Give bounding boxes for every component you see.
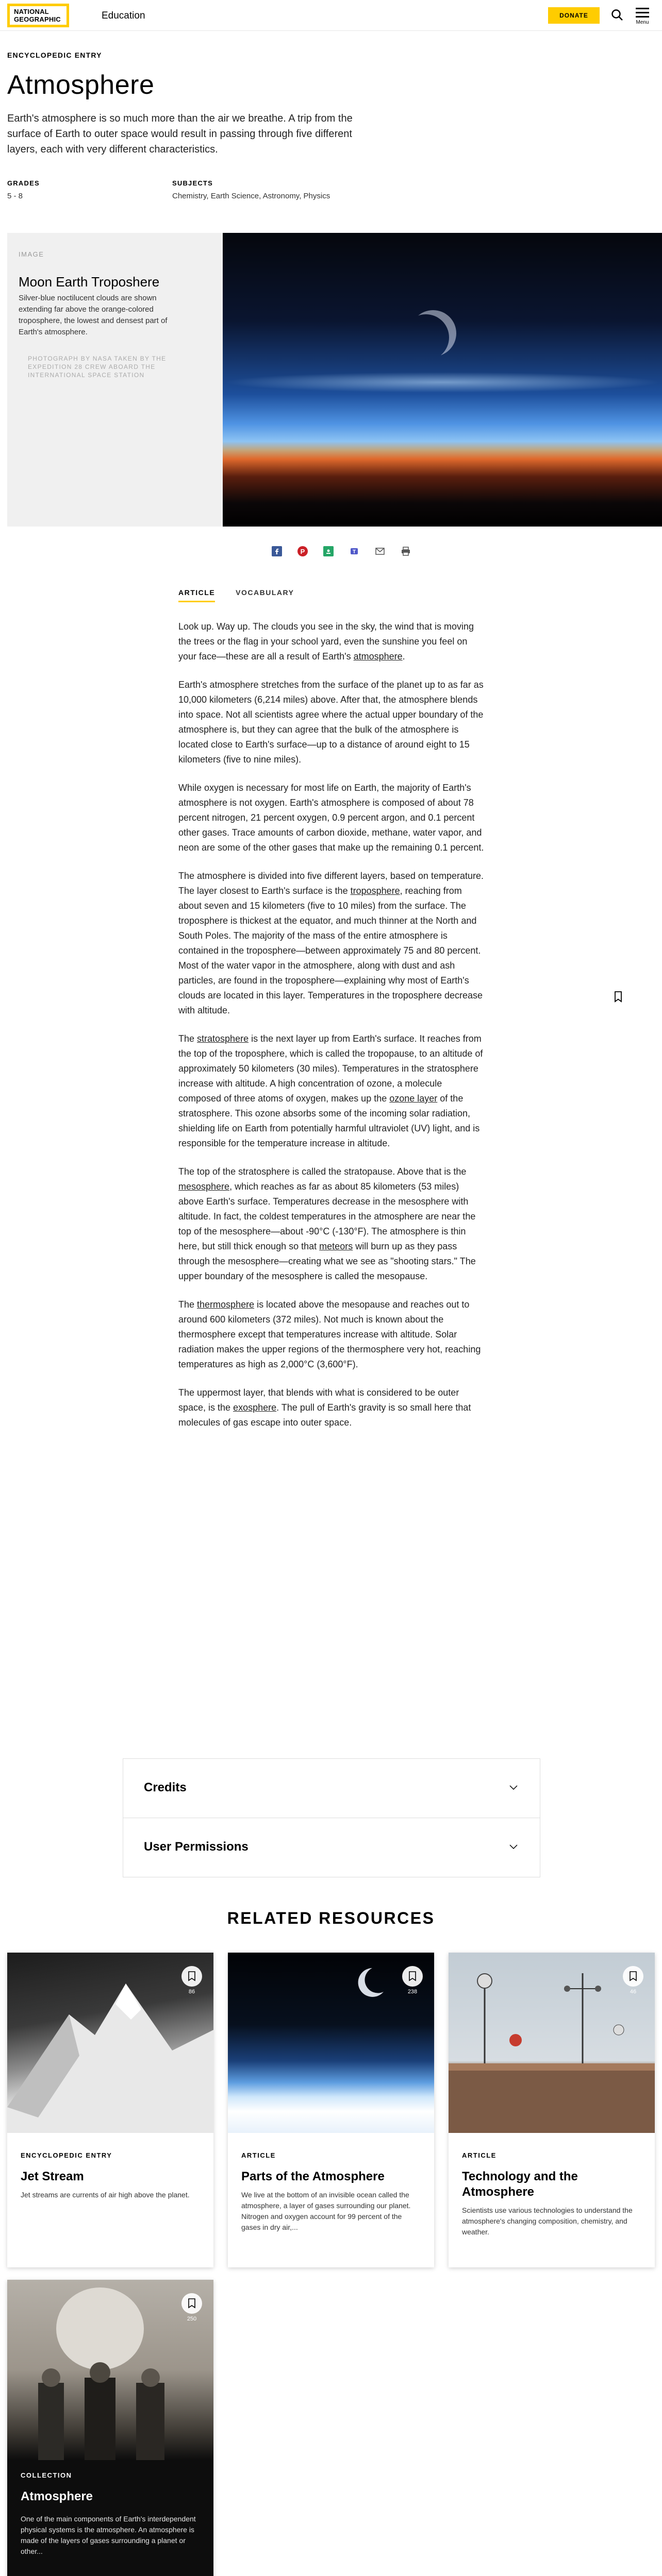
logo-line2: GEOGRAPHIC <box>14 15 61 23</box>
content-type-label: ENCYCLOPEDIC ENTRY <box>7 51 102 59</box>
atmosphere-glow <box>223 372 662 393</box>
teams-icon[interactable] <box>349 546 359 556</box>
menu-button[interactable] <box>632 5 653 27</box>
paragraph-text: . The pull of Earth's gravity is so small here that molecules of gas escape into outer space. <box>178 1402 471 1428</box>
save-count: 250 <box>187 2316 197 2322</box>
chevron-down-icon <box>508 1841 519 1852</box>
resource-card[interactable] <box>449 1953 655 2267</box>
subjects-label: SUBJECTS <box>172 179 213 187</box>
glossary-link-troposphere[interactable]: troposphere <box>350 886 400 896</box>
article-paragraph <box>178 1031 485 1151</box>
card-title: Parts of the Atmosphere <box>241 2170 385 2183</box>
article-paragraph: While oxygen is necessary for most life on Earth, the majority of Earth's atmosphere is not oxygen. Earth's atmosphere is composed of about 78 percent nitrogen, 21 percent oxygen, 0.9 percent argon, and 0.1 percent other gases. Trace amounts of carbon dioxide, methane, water vapor, and neon are some of the other gases that make up the remaining 0.1 percent. <box>178 783 484 853</box>
resource-card[interactable] <box>7 1953 213 2267</box>
article-paragraph <box>178 1297 485 1372</box>
subjects-value: Chemistry, Earth Science, Astronomy, Physics <box>172 192 330 200</box>
google-classroom-icon[interactable] <box>323 546 334 556</box>
menu-label: Menu <box>636 20 649 25</box>
bookmark-icon[interactable] <box>610 989 626 1004</box>
article-paragraph <box>178 1385 485 1430</box>
card-type: ARTICLE <box>462 2151 496 2159</box>
content-tabs <box>178 588 294 602</box>
card-save-badge[interactable] <box>623 1966 643 1995</box>
card-type: ARTICLE <box>241 2151 276 2159</box>
save-count: 238 <box>407 1989 418 1995</box>
article-paragraph <box>178 1164 485 1284</box>
bookmark-icon <box>181 2293 202 2314</box>
article-body <box>178 619 485 1444</box>
facebook-icon[interactable] <box>272 546 282 556</box>
donate-button[interactable]: DONATE <box>548 7 600 24</box>
card-description: One of the main components of Earth's interdependent physical systems is the atmosphere. An atmosphere is made of the layers of gases surrounding a planet or other... <box>21 2515 196 2555</box>
card-description: We live at the bottom of an invisible ocean called the atmosphere, a layer of gases surrounding our planet. Nitrogen and oxygen account for 99 percent of the gases in dry air,... <box>241 2191 411 2231</box>
tab-article[interactable]: ARTICLE <box>178 588 215 602</box>
paragraph-text: , which reaches as far as about 85 kilometers (53 miles) above Earth's surface. Temperatures decrease in the mesosphere with altitude. In fact, the coldest temperatures in the atmosphere are near the top of the mesosphere—about -90°C (-130°F). The atmosphere is thin here, but still thick enough so that <box>178 1181 476 1251</box>
glossary-link-ozone-layer[interactable]: ozone layer <box>389 1093 438 1104</box>
paragraph-text: , reaching from about seven and 15 kilometers (five to 10 miles) from the surface. The troposphere is thickest at the equator, and much thinner at the North and South Poles. The majority of the mass of the entire atmosphere is contained in the troposphere—between approximately 75 and 80 percent. Most of the water vapor in the atmosphere, along with dust and ash particles, are found in the troposphere—explaining why most of Earth's clouds are located in this layer. Temperatures in the troposphere decrease with altitude. <box>178 886 483 1015</box>
paragraph-text: The top of the stratosphere is called the stratopause. Above that is the <box>178 1166 467 1177</box>
glossary-link-atmosphere[interactable]: atmosphere <box>353 651 403 662</box>
pinterest-icon[interactable] <box>297 546 308 556</box>
chevron-down-icon <box>508 1782 519 1793</box>
share-bar <box>272 546 411 556</box>
paragraph-text: is located above the mesopause and reaches out to around 600 kilometers (372 miles). Not much is known about the thermosphere except that temperatures increase with altitude. Solar radiation makes the upper regions of the thermosphere very hot, reaching temperatures as high as 2,000°C (3,600°F). <box>178 1299 481 1369</box>
paragraph-text: The uppermost layer, that blends with what is considered to be outer space, is the <box>178 1387 459 1413</box>
print-icon[interactable] <box>401 546 411 556</box>
resource-card[interactable] <box>7 2280 213 2576</box>
logo-line1: NATIONAL <box>14 8 49 15</box>
card-type: COLLECTION <box>21 2471 72 2479</box>
paragraph-text: . <box>402 651 405 662</box>
related-resources-heading: RELATED RESOURCES <box>227 1909 435 1927</box>
card-title: Atmosphere <box>21 2489 93 2503</box>
glossary-link-stratosphere[interactable]: stratosphere <box>197 1033 249 1044</box>
moon-crescent <box>410 310 456 357</box>
card-title: Jet Stream <box>21 2170 84 2183</box>
page-summary: Earth's atmosphere is so much more than the air we breathe. A trip from the surface of Earth to outer space would result in passing through five different layers, each with very different characteristics. <box>7 113 353 155</box>
paragraph-text: of the stratosphere. This ozone absorbs some of the incoming solar radiation, shielding life on Earth from potentially harmful ultraviolet (UV) light, and is responsible for the temperature increase in altitude. <box>178 1093 480 1148</box>
article-paragraph <box>178 619 485 664</box>
paragraph-text: The <box>178 1033 197 1044</box>
bookmark-icon <box>402 1966 423 1987</box>
article-paragraph: Earth's atmosphere stretches from the surface of the planet up to as far as 10,000 kilometers (6,214 miles) above. After that, the atmosphere blends into space. Not all scientists agree where the actual upper boundary of the atmosphere is, but they can agree that the bulk of the atmosphere is located close to Earth's surface—up to a distance of around eight to 15 kilometers (five to nine miles). <box>178 680 484 765</box>
card-save-badge[interactable] <box>181 1966 202 1995</box>
grades-value: 5 - 8 <box>7 192 23 200</box>
email-icon[interactable] <box>375 546 385 556</box>
card-title: Technology and the Atmosphere <box>462 2170 578 2199</box>
media-type-label: IMAGE <box>19 250 44 258</box>
glossary-link-meteors[interactable]: meteors <box>319 1241 353 1251</box>
save-count: 46 <box>630 1989 637 1995</box>
svg-text:P: P <box>300 548 305 555</box>
paragraph-text: is the next layer up from Earth's surface. It reaches from the top of the troposphere, which is called the tropopause, to an altitude of approximately 50 kilometers (30 miles). Temperatures in the stratosphere increase with altitude. A high concentration of ozone, a molecule composed of three atoms of oxygen, makes up the <box>178 1033 483 1104</box>
card-description: Jet streams are currents of air high above the planet. <box>21 2191 190 2199</box>
resource-card[interactable] <box>228 1953 434 2267</box>
paragraph-text: The <box>178 1299 197 1310</box>
glossary-link-mesosphere[interactable]: mesosphere <box>178 1181 230 1192</box>
hero-media <box>7 233 662 527</box>
media-title: Moon Earth Troposhere <box>19 274 160 290</box>
grades-label: GRADES <box>7 179 40 187</box>
bookmark-icon <box>181 1966 202 1987</box>
permissions-title: User Permissions <box>144 1840 249 1854</box>
card-type: ENCYCLOPEDIC ENTRY <box>21 2151 112 2159</box>
svg-text:T: T <box>352 549 356 555</box>
paragraph-text: will burn up as they pass through the mesosphere—creating what we see as "shooting stars." The upper boundary of the mesosphere is called the mesopause. <box>178 1241 476 1281</box>
natgeo-logo[interactable] <box>7 4 69 27</box>
paragraph-text: Look up. Way up. The clouds you see in the sky, the wind that is moving the trees or the flag in your school yard, even the sunshine you feel on your face—these are all a result of Earth's <box>178 621 474 662</box>
media-credit: PHOTOGRAPH BY NASA TAKEN BY THE EXPEDITION 28 CREW ABOARD THE INTERNATIONAL SPACE STATION <box>28 355 167 379</box>
media-caption: Silver-blue noctilucent clouds are shown extending far above the orange-colored troposphere, the lowest and densest part of Earth's atmosphere. <box>19 294 168 336</box>
top-navigation <box>0 0 662 31</box>
credits-title: Credits <box>144 1781 187 1794</box>
hamburger-icon <box>632 8 653 18</box>
bookmark-icon <box>623 1966 643 1987</box>
card-description: Scientists use various technologies to understand the atmosphere's changing composition, chemistry, and weather. <box>462 2206 633 2236</box>
page-title: Atmosphere <box>7 70 155 100</box>
credits-accordion[interactable] <box>123 1758 540 1818</box>
hero-photo[interactable] <box>223 233 662 527</box>
paragraph-text: The atmosphere is divided into five different layers, based on temperature. The layer closest to Earth's surface is the <box>178 871 484 896</box>
tab-vocabulary[interactable]: VOCABULARY <box>236 588 294 597</box>
glossary-link-thermosphere[interactable]: thermosphere <box>197 1299 255 1310</box>
section-link-education[interactable]: Education <box>102 10 145 21</box>
card-save-badge[interactable] <box>181 2293 202 2322</box>
search-icon[interactable] <box>610 8 624 22</box>
permissions-accordion[interactable] <box>123 1818 540 1877</box>
save-count: 86 <box>188 1989 195 1995</box>
article-paragraph <box>178 869 485 1018</box>
card-save-badge[interactable] <box>402 1966 423 1995</box>
glossary-link-exosphere[interactable]: exosphere <box>233 1402 277 1413</box>
